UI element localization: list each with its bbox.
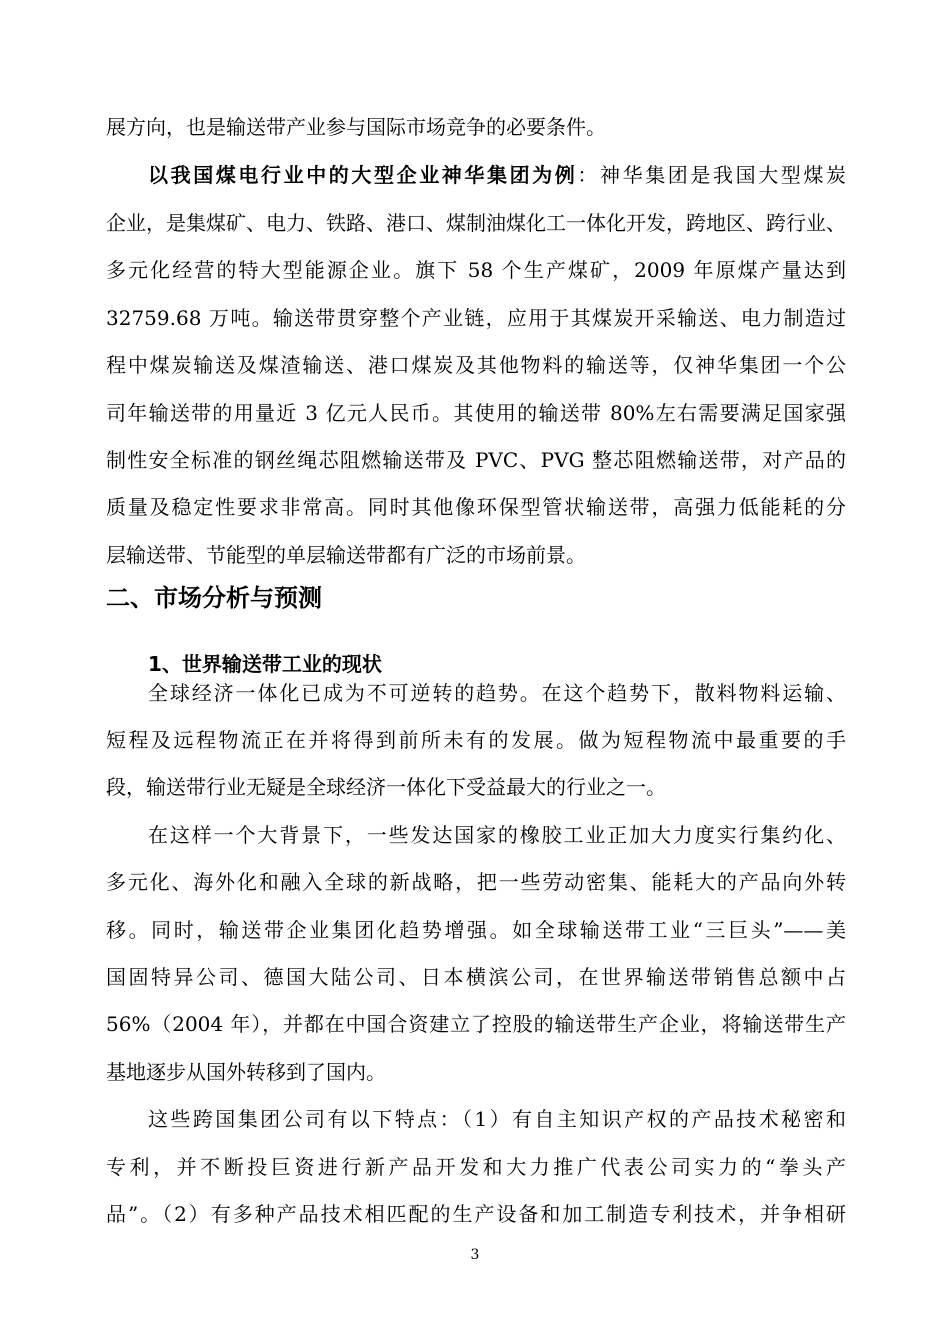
paragraph-1-line-3: 多元化经营的特大型能源企业。旗下 58 个生产煤矿，2009 年原煤产量达到 [106,258,846,282]
paragraph-3-line-3: 移。同时，输送带企业集团化趋势增强。如全球输送带工业“三巨头”——美 [106,918,846,942]
subsection-heading: 1、世界输送带工业的现状 [148,652,382,676]
page-number: 3 [470,1247,480,1263]
paragraph-3-line-5: 56%（2004 年），并都在中国合资建立了控股的输送带生产企业，将输送带生产 [106,1012,846,1036]
paragraph-3-line-2: 多元化、海外化和融入全球的新战略，把一些劳动密集、能耗大的产品向外转 [106,870,846,894]
paragraph-2-line-1: 全球经济一体化已成为不可逆转的趋势。在这个趋势下，散料物料运输、 [148,681,846,705]
paragraph-2-line-3: 段，输送带行业无疑是全球经济一体化下受益最大的行业之一。 [106,775,666,799]
paragraph-1-line-1-rest: ：神华集团是我国大型煤炭 [577,163,847,187]
paragraph-1-line-4: 32759.68 万吨。输送带贯穿整个产业链，应用于其煤炭开采输送、电力制造过 [106,306,846,330]
paragraph-3-line-1: 在这样一个大背景下，一些发达国家的橡胶工业正加大力度实行集约化、 [148,823,846,847]
paragraph-1-line-2: 企业，是集煤矿、电力、铁路、港口、煤制油煤化工一体化开发，跨地区、跨行业、 [106,211,846,235]
paragraph-1-lead: 以我国煤电行业中的大型企业神华集团为例 [148,163,578,187]
paragraph-1-line-5: 程中煤炭输送及煤渣输送、港口煤炭及其他物料的输送等，仅神华集团一个公 [106,353,846,377]
paragraph-4-line-1: 这些跨国集团公司有以下特点：（1）有自主知识产权的产品技术秘密和 [148,1107,846,1131]
paragraph-1-line-6: 司年输送带的用量近 3 亿元人民币。其使用的输送带 80%左右需要满足国家强 [106,401,846,425]
paragraph-1-line-9: 层输送带、节能型的单层输送带都有广泛的市场前景。 [106,543,586,567]
paragraph-0-line-1: 展方向，也是输送带产业参与国际市场竞争的必要条件。 [106,115,606,139]
paragraph-4-line-3: 品”。（2）有多种产品技术相匹配的生产设备和加工制造专利技术，并争相研 [106,1202,846,1226]
paragraph-3-line-6: 基地逐步从国外转移到了国内。 [106,1060,386,1084]
paragraph-4-line-2: 专利，并不断投巨资进行新产品开发和大力推广代表公司实力的“拳头产 [106,1155,846,1179]
paragraph-1-line-7: 制性安全标准的钢丝绳芯阻燃输送带及 PVC、PVG 整芯阻燃输送带，对产品的 [106,448,846,472]
paragraph-2-line-2: 短程及远程物流正在并将得到前所未有的发展。做为短程物流中最重要的手 [106,728,846,752]
section-heading: 二、市场分析与预测 [106,584,322,612]
paragraph-1-line-1 [148,162,846,188]
paragraph-3-line-4: 国固特异公司、德国大陆公司、日本横滨公司，在世界输送带销售总额中占 [106,965,846,989]
paragraph-1-line-8: 质量及稳定性要求非常高。同时其他像环保型管状输送带，高强力低能耗的分 [106,495,846,519]
